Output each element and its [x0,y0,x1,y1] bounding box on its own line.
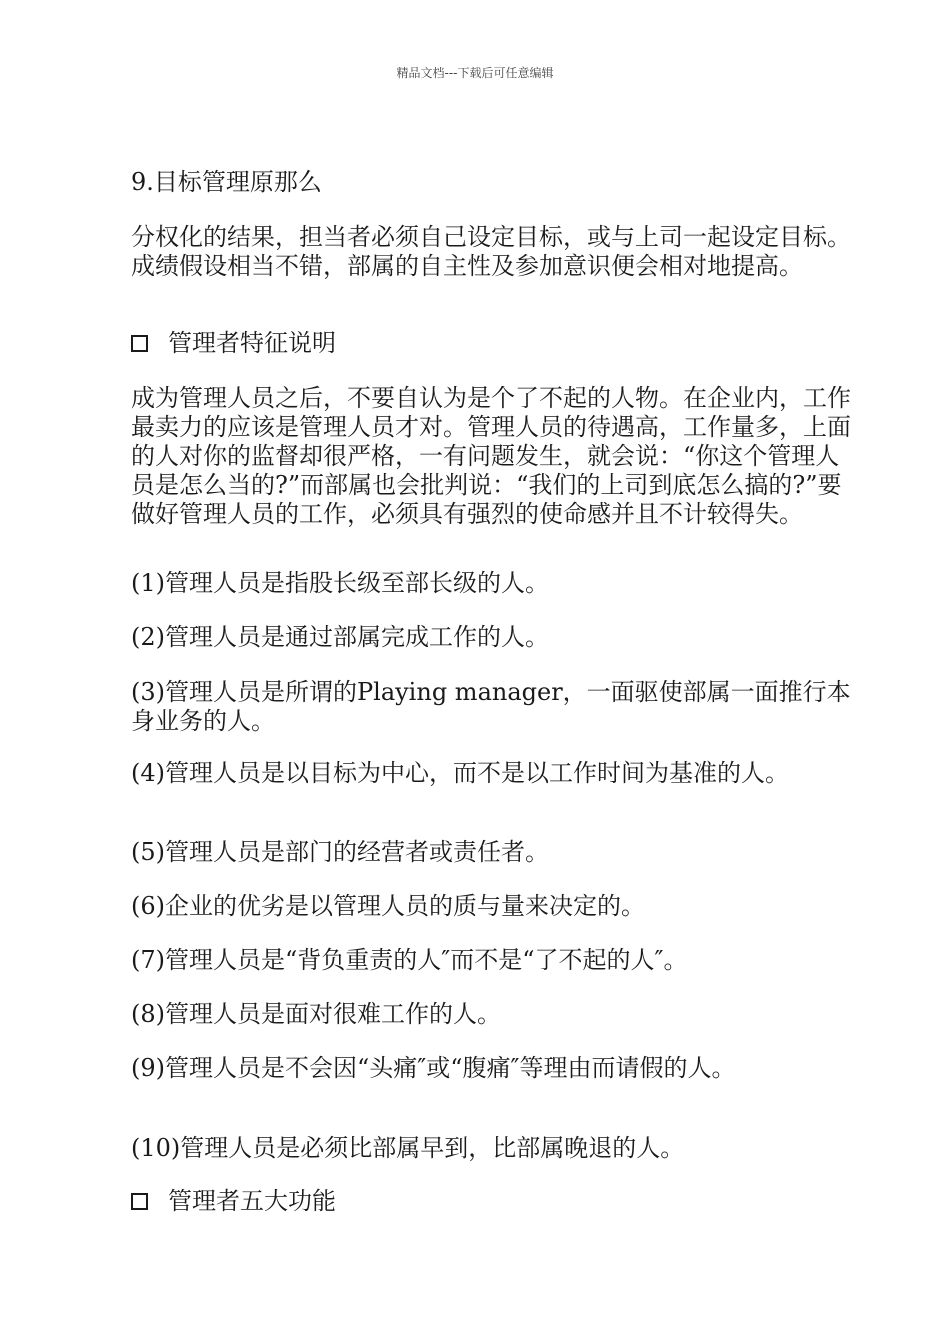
list-item-5: (5)管理人员是部门的经营者或责任者。 [131,838,549,866]
list-item-9: (9)管理人员是不会因“头痛″或“腹痛″等理由而请假的人。 [131,1054,736,1082]
page-header: 精品文档---下载后可任意编辑 [396,66,554,80]
heading-functions [131,1187,851,1216]
checkbox-icon [131,1193,148,1210]
list-item-7: (7)管理人员是“背负重责的人″而不是“了不起的人″。 [131,946,688,974]
list-item-10: (10)管理人员是必须比部属早到，比部属晚退的人。 [131,1134,685,1162]
intro-paragraph: 分权化的结果，担当者必须自己设定目标，或与上司一起设定目标。成绩假设相当不错，部属的自主性及参加意识便会相对地提高。 [131,223,851,280]
characteristics-paragraph: 成为管理人员之后，不要自认为是个了不起的人物。在企业内，工作最卖力的应该是管理人员才对。管理人员的待遇高，工作量多，上面的人对你的监督却很严格，一有问题发生，就会说：“你这个管理人员是怎么当的?”而部属也会批判说：“我们的上司到底怎么搞的?”要做好管理人员的工作，必须具有强烈的使命感并且不计较得失。 [131,384,851,528]
heading-characteristics-label: 管理者特征说明 [168,329,336,357]
heading-characteristics [131,329,851,358]
list-item-1: (1)管理人员是指股长级至部长级的人。 [131,569,549,597]
list-item-2: (2)管理人员是通过部属完成工作的人。 [131,623,549,651]
checkbox-icon [131,335,148,352]
list-item-8: (8)管理人员是面对很难工作的人。 [131,1000,501,1028]
list-item-6: (6)企业的优劣是以管理人员的质与量来决定的。 [131,892,645,920]
heading-functions-label: 管理者五大功能 [168,1187,336,1215]
section-title: 9.目标管理原那么 [131,168,322,196]
list-item-3: (3)管理人员是所谓的Playing manager，一面驱使部属一面推行本身业务的人。 [131,678,851,735]
list-item-4: (4)管理人员是以目标为中心，而不是以工作时间为基准的人。 [131,759,789,787]
